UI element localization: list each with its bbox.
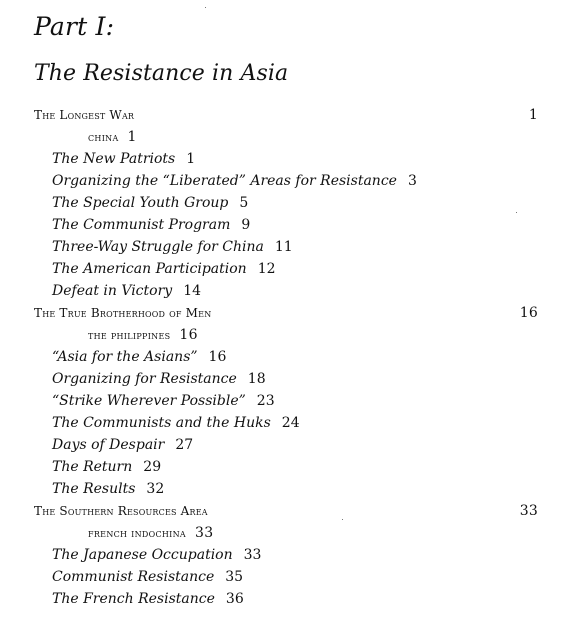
toc-section-title: “Asia for the Asians” (52, 349, 198, 365)
toc-section-title: The Communists and the Huks (52, 415, 271, 431)
toc-section-entry (0, 280, 569, 302)
toc-section-title: Communist Resistance (52, 569, 215, 585)
toc-section-entry (0, 478, 569, 500)
toc-page-number: 27 (175, 437, 194, 453)
toc-page-number: 35 (225, 569, 244, 585)
toc-chapter-title: The Longest War (34, 108, 135, 122)
toc-section-entry (0, 456, 569, 478)
toc-section-entry (0, 390, 569, 412)
toc-section-title: The American Participation (52, 261, 247, 277)
toc-page-number: 16 (179, 327, 198, 343)
toc-section-entry (0, 566, 569, 588)
toc-page-number: 33 (194, 525, 214, 541)
toc-page-number: 1 (186, 151, 196, 167)
toc-section-title: Three-Way Struggle for China (52, 239, 264, 255)
toc-page-number: 29 (143, 459, 162, 475)
scan-speck (342, 519, 343, 520)
toc-page-number: 11 (274, 239, 293, 255)
toc-section-title: Organizing the “Liberated” Areas for Resistance (52, 173, 397, 189)
toc-section-title: The Return (52, 459, 133, 475)
part-label: Part I: (34, 12, 115, 41)
toc-region-title: the philippines (88, 329, 171, 342)
toc-section-title: Days of Despair (52, 437, 165, 453)
toc-section-title: Organizing for Resistance (52, 371, 237, 387)
toc-region-entry (0, 126, 569, 148)
toc-section-entry (0, 148, 569, 170)
toc-section-entry (0, 588, 569, 610)
toc-page-number: 9 (241, 217, 251, 233)
toc-section-entry (0, 544, 569, 566)
toc-page-number: 24 (281, 415, 300, 431)
scan-speck (516, 212, 517, 213)
toc-page-number: 16 (519, 305, 538, 321)
toc-chapter-entry (0, 302, 569, 324)
toc-page-number: 5 (239, 195, 249, 211)
table-of-contents (0, 104, 569, 610)
toc-page-number: 12 (257, 261, 276, 277)
toc-section-entry (0, 192, 569, 214)
toc-section-entry (0, 214, 569, 236)
toc-page-number: 23 (256, 393, 275, 409)
toc-chapter-title: The True Brotherhood of Men (34, 306, 212, 320)
toc-section-title: The Japanese Occupation (52, 547, 233, 563)
toc-section-title: The New Patriots (52, 151, 176, 167)
toc-section-entry (0, 346, 569, 368)
toc-section-entry (0, 412, 569, 434)
toc-page-number: 33 (243, 547, 262, 563)
toc-section-title: The Special Youth Group (52, 195, 229, 211)
toc-section-title: The Communist Program (52, 217, 231, 233)
toc-page-number: 18 (247, 371, 266, 387)
toc-section-entry (0, 258, 569, 280)
toc-section-entry (0, 170, 569, 192)
toc-section-title: Defeat in Victory (52, 283, 173, 299)
toc-page-number: 33 (519, 503, 538, 519)
toc-chapter-entry (0, 500, 569, 522)
scan-speck (205, 7, 206, 8)
toc-section-entry (0, 434, 569, 456)
toc-page-number: 32 (146, 481, 165, 497)
toc-region-entry (0, 522, 569, 544)
toc-region-title: french indochina (88, 527, 186, 540)
toc-section-title: The French Resistance (52, 591, 215, 607)
toc-section-title: The Results (52, 481, 136, 497)
toc-page-number: 1 (127, 129, 137, 145)
toc-page-number: 36 (225, 591, 244, 607)
toc-page-number: 16 (208, 349, 227, 365)
toc-page-number: 1 (528, 107, 538, 123)
toc-page-number: 3 (407, 173, 417, 189)
toc-chapter-entry (0, 104, 569, 126)
toc-section-entry (0, 368, 569, 390)
toc-section-entry (0, 236, 569, 258)
toc-region-entry (0, 324, 569, 346)
toc-section-title: “Strike Wherever Possible” (52, 393, 246, 409)
toc-chapter-title: The Southern Resources Area (34, 504, 208, 518)
toc-page-number: 14 (183, 283, 202, 299)
toc-region-title: china (88, 131, 119, 144)
part-title: The Resistance in Asia (34, 61, 289, 86)
